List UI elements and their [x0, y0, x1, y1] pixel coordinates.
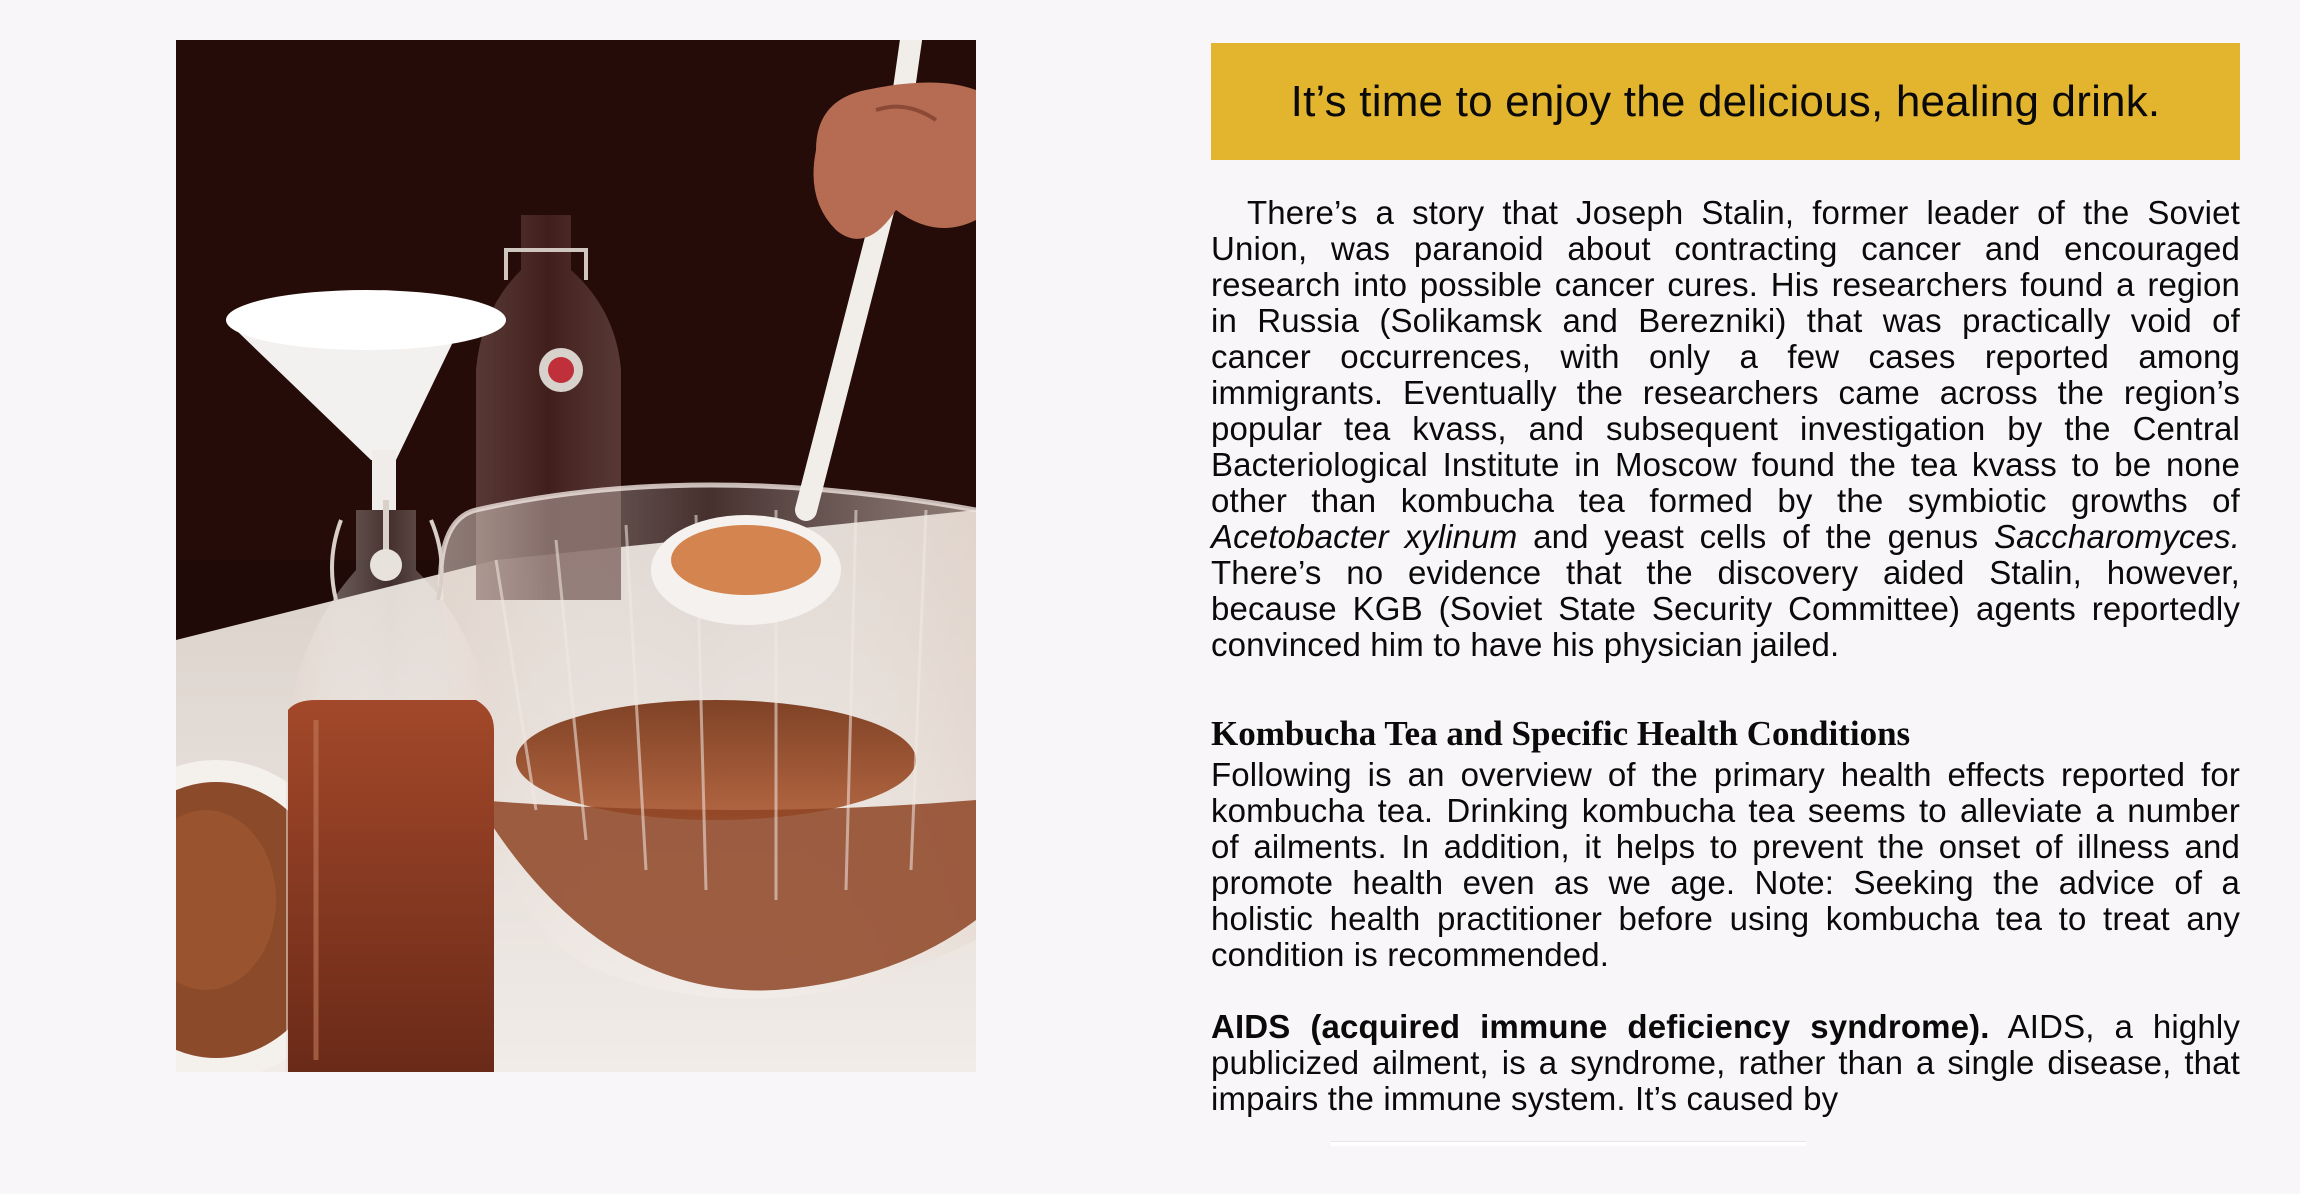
article-column — [1211, 43, 2240, 1117]
stalin-story-paragraph — [1211, 195, 2240, 663]
aids-paragraph — [1211, 1009, 2240, 1117]
overview-paragraph: Following is an overview of the primary health effects reported for kombucha tea. Drinking kombucha tea seems to alleviate a number of ailments. In addition, it helps to prevent the onset of illness and promote health even as we age. Note: Seeking the advice of a holistic health practitioner before using kombucha tea to treat any condition is recommended. — [1211, 756, 2240, 973]
kombucha-photo-illustration — [176, 40, 976, 1072]
aids-term: AIDS (acquired immune deficiency syndrome). — [1211, 1009, 1990, 1045]
story-text-3: There’s no evidence that the discovery aided Stalin, however, because KGB (Soviet State Security Committee) agents reportedly convinced him to have his physician jailed. — [1211, 554, 2240, 663]
story-text-1: There’s a story that Joseph Stalin, former leader of the Soviet Union, was paranoid about contracting cancer and encouraged research into possible cancer cures. His researchers found a region in Russia (Solikamsk and Berezniki) that was practically void of cancer occurrences, with only a few cases reported among immigrants. Eventually the researchers came across the region’s popular tea kvass, and subsequent investigation by the Central Bacteriological Institute in Moscow found the tea kvass to be none other than kombucha tea formed by the symbiotic growths of — [1211, 194, 2240, 519]
story-italic-acetobacter: Acetobacter xylinum — [1211, 518, 1518, 555]
aids-paragraph-clip — [1211, 1009, 2240, 1117]
section-heading: Kombucha Tea and Specific Health Conditions — [1211, 714, 1911, 753]
story-text-2: and yeast cells of the genus — [1517, 518, 1994, 555]
kombucha-photo — [176, 40, 976, 1072]
banner-title: It’s time to enjoy the delicious, healing drink. — [1211, 43, 2240, 160]
story-italic-saccharomyces: Saccharomyces. — [1993, 518, 2241, 555]
page-edge-strip — [1331, 1141, 1806, 1146]
aids-text: AIDS, a highly publicized ailment, is a syndrome, rather than a single disease, that impairs the immune system. It’s caused by — [1211, 1009, 2240, 1117]
